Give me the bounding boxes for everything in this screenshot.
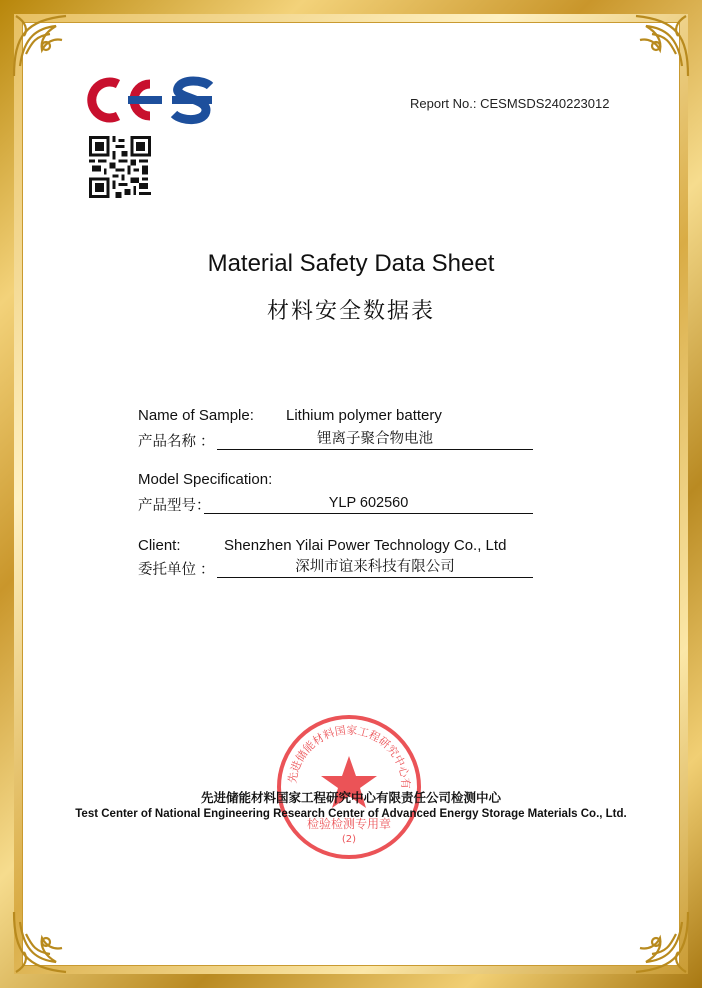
sample-name-label-en: Name of Sample: xyxy=(138,407,254,424)
document-title-en: Material Safety Data Sheet xyxy=(207,250,495,277)
issuer-name-cn: 先进储能材料国家工程研究中心有限责任公司检测中心 xyxy=(200,791,501,805)
official-seal-stamp xyxy=(274,712,424,862)
client-value-cn: 深圳市谊来科技有限公司 xyxy=(217,557,533,578)
corner-ornament-top-left xyxy=(6,6,84,84)
corner-ornament-bottom-right xyxy=(618,904,696,982)
report-number-label: Report No.: xyxy=(410,96,477,111)
corner-ornament-bottom-left xyxy=(6,904,84,982)
client-label-cn: 委托单位 ： xyxy=(138,562,215,578)
svg-text:检验检测专用章: 检验检测专用章 xyxy=(306,817,392,831)
qr-code-icon xyxy=(89,136,151,198)
svg-text:先进储能材料国家工程研究中心有限责任公司: 先进储能材料国家工程研究中心有 xyxy=(285,723,413,790)
corner-ornament-top-right xyxy=(618,6,696,84)
report-number-value: CESMSDS240223012 xyxy=(480,96,610,111)
model-spec-label-cn: 产品型号： xyxy=(138,498,211,514)
issuer-name-en: Test Center of National Engineering Research Center of Advanced Energy Storage Materials Co., Ltd. xyxy=(75,808,627,820)
sample-name-value-cn: 锂离子聚合物电池 xyxy=(217,429,533,450)
sample-name-value-en: Lithium polymer battery xyxy=(286,407,442,424)
client-label-en: Client: xyxy=(138,537,181,554)
document-title-cn: 材料安全数据表 xyxy=(266,298,435,323)
ces-logo xyxy=(78,72,216,128)
model-spec-label-en: Model Specification: xyxy=(138,471,273,488)
report-number xyxy=(410,96,609,111)
svg-text:(2): (2) xyxy=(341,834,357,845)
client-value-en: Shenzhen Yilai Power Technology Co., Ltd xyxy=(224,537,507,554)
sample-name-label-cn: 产品名称 ： xyxy=(138,434,215,450)
model-spec-value: YLP 602560 xyxy=(204,493,533,514)
